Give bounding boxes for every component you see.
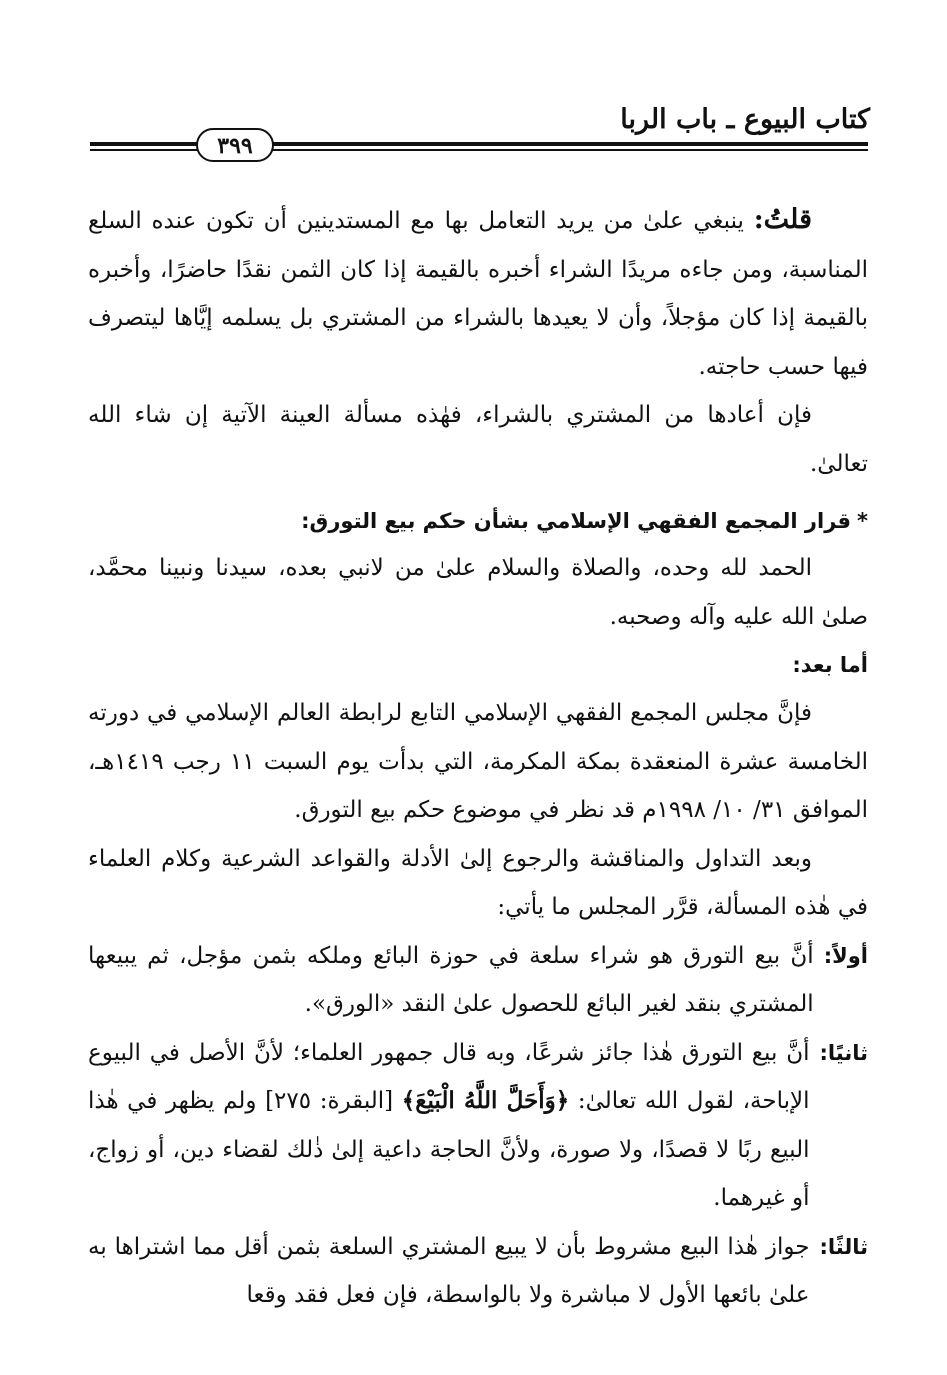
item-label: ثالثًا: — [819, 1234, 868, 1259]
running-title: كتاب البيوع ـ باب الربا — [620, 104, 870, 135]
item-text — [88, 1223, 809, 1320]
paragraph-council: فإنَّ مجلس المجمع الفقهي الإسلامي التابع لرابطة العالم الإسلامي في دورته الخامسة عشرة المنعقدة بمكة المكرمة، التي بدأت يوم السبت ١١ رجب ١٤١٩هـ، الموافق ٣١/ ١٠/ ١٩٩٨م قد نظر في موضوع حكم بيع التورق. — [88, 700, 868, 823]
decision-item-second — [88, 1029, 868, 1223]
paragraph-ina: فإن أعادها من المشتري بالشراء، فهٰذه مسألة العينة الآتية إن شاء الله تعالىٰ. — [88, 402, 868, 477]
item-text-part: أنَّ بيع التورق هٰذا جائز شرعًا، وبه قال جمهور العلماء؛ لأنَّ الأصل في البيوع الإباحة، لقول الله تعالىٰ: — [88, 1039, 810, 1114]
qult-text: ينبغي علىٰ من يريد التعامل بها مع المستدينين أن تكون عنده السلع المناسبة، ومن جاءه مريدًا الشراء أخبره بالقيمة إذا كان الثمن نقدًا حاضرًا، وأخبره بالقيمة إذا كان مؤجلاً، وأن لا يعيدها بالشراء من المشتري بل يسلمه إيَّاها ليتصرف فيها حسب حاجته. — [88, 208, 868, 380]
item-text-part: جواز هٰذا البيع مشروط بأن لا يبيع المشتري السلعة بثمن أقل مما اشتراها به علىٰ بائعها الأول لا مباشرة ولا بالواسطة، فإن فعل فقد وقعا — [88, 1233, 810, 1308]
quran-verse: ﴿وَأَحَلَّ اللَّهُ الْبَيْعَ﴾ — [401, 1087, 570, 1114]
header-rule-right — [270, 142, 868, 152]
item-text — [88, 932, 814, 1029]
section-heading — [88, 498, 868, 544]
heading-text: قرار المجمع الفقهي الإسلامي بشأن حكم بيع التورق: — [301, 509, 852, 533]
decision-item-first — [88, 932, 868, 1029]
amma-bad-label: أما بعد: — [792, 653, 868, 677]
decision-item-third — [88, 1223, 868, 1320]
paragraph-hamd: الحمد لله وحده، والصلاة والسلام علىٰ من لانبي بعده، سيدنا ونبينا محمَّد، صلىٰ الله عليه وآله وصحبه. — [88, 555, 868, 630]
paragraph-qult — [88, 196, 868, 391]
item-text — [88, 1029, 809, 1223]
item-text-part: [البقرة: ٢٧٥] ولم يظهر في هٰذا البيع ربًا لا قصدًا، ولا صورة، ولأنَّ الحاجة داعية إلىٰ ذٰلك لقضاء دين، أو زواج، أو غيرهما. — [88, 1088, 810, 1211]
item-label: ثانيًا: — [819, 1040, 868, 1065]
page-body — [88, 196, 868, 1320]
item-label: أولاً: — [823, 943, 868, 968]
header-rule-left — [90, 142, 200, 152]
item-text-part: أنَّ بيع التورق هو شراء سلعة في حوزة البائع وملكه بثمن مؤجل، ثم يبيعها المشتري بنقد لغير البائع للحصول علىٰ النقد «الورق». — [88, 942, 814, 1017]
heading-star-marker: * — [857, 509, 868, 533]
page-number: ٣٩٩ — [196, 128, 274, 162]
paragraph-decision: وبعد التداول والمناقشة والرجوع إلىٰ الأدلة والقواعد الشرعية وكلام العلماء في هٰذه المسألة، قرَّر المجلس ما يأتي: — [88, 845, 868, 920]
qult-lead: قلتُ: — [753, 204, 813, 235]
